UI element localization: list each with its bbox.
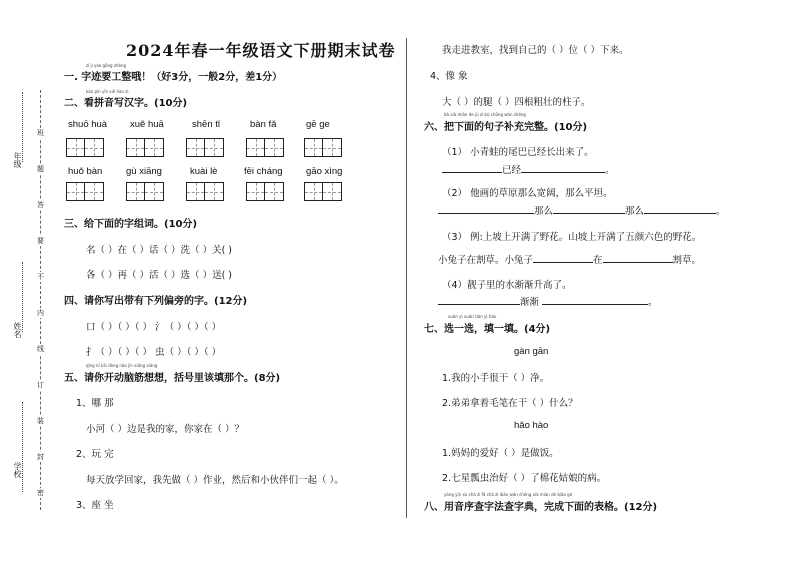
margin-char: 线 xyxy=(37,345,44,353)
margin-char: 不 xyxy=(37,273,44,281)
s5-q4: 4、像 象 xyxy=(430,71,468,82)
s2-pinyin: kàn pīn yīn xiě hàn zì xyxy=(86,89,129,94)
name-fill-line xyxy=(22,262,23,332)
section-6-heading: 六、把下面的句子补充完整。(10分) xyxy=(424,122,588,133)
tianzi-grid[interactable] xyxy=(126,138,164,157)
grade-label: 年级 xyxy=(13,152,22,168)
radical-row-2: 扌（ ）（ ）（ ） 虫（ ）（ ）（ ） xyxy=(86,347,222,358)
school-fill-line xyxy=(22,402,23,492)
s7-sentence-2: 2.弟弟拿着毛笔在干（ ）什么？ xyxy=(442,398,578,409)
s6-item-2: （2） 他画的草原那么宽阔，那么平坦。 xyxy=(442,188,613,199)
word-group-row-1: 名（ ）在（ ）话（ ）洗（ ）关( ) xyxy=(86,245,233,256)
s7-sentence-1: 1.我的小手很干（ ）净。 xyxy=(442,373,550,384)
s7-sentence-4: 2.七星瓢虫治好（ ）了棉花姑娘的病。 xyxy=(442,473,607,484)
s1-pinyin: zì jì yào gōng zhěng xyxy=(86,63,127,68)
s6-item-3-fill: 小兔子在割草。小兔子 在 割草。 xyxy=(438,255,702,266)
binding-dashed-line xyxy=(40,90,41,510)
section-2-heading: 二、看拼音写汉字。(10分) xyxy=(64,98,188,109)
s5-q1: 1、哪 那 xyxy=(76,398,114,409)
s7-pinyin: xuǎn yì xuǎn tián yì tián xyxy=(448,314,497,319)
margin-char: 题 xyxy=(37,165,44,173)
section-3-heading: 三、给下面的字组词。(10分) xyxy=(64,219,198,230)
margin-char: 班 xyxy=(37,129,44,137)
s6-item-3: （3） 例:上坡上开满了野花。山坡上开满了五颜六色的野花。 xyxy=(442,232,702,243)
column-divider xyxy=(406,38,407,518)
margin-char: 订 xyxy=(37,381,44,389)
section-5-heading: 五、请你开动脑筋想想，括号里该填那个。(8分) xyxy=(64,373,281,384)
section-1-heading: 一. 字迹要工整哦！（好3分，一般2分，差1分） xyxy=(64,72,283,83)
pinyin-word: bàn fǎ xyxy=(250,119,277,130)
s6-item-4: （4）靓子里的水渐渐升高了。 xyxy=(442,280,572,291)
name-label: 姓名 xyxy=(13,322,22,338)
pinyin-word: shuō huà xyxy=(68,119,108,130)
s7-sentence-3: 1.妈妈的爱好（ ）是做饭。 xyxy=(442,448,559,459)
pinyin-word: shēn tǐ xyxy=(192,119,220,130)
pinyin-word: gē ge xyxy=(306,119,330,130)
s6-pinyin: bǎ xià miàn de jù zi bǔ chōng wán zhěng xyxy=(444,112,526,117)
grade-fill-line xyxy=(22,92,23,162)
school-label: 学校 xyxy=(13,462,22,478)
exam-title: 2024年春一年级语文下册期末试卷 xyxy=(126,41,396,60)
pinyin-word: gù xiāng xyxy=(126,166,162,177)
pinyin-word: huǒ bàn xyxy=(68,166,103,177)
margin-char: 内 xyxy=(37,309,44,317)
s5-q2: 2、玩 完 xyxy=(76,449,114,460)
word-group-row-2: 各（ ）再（ ）活（ ）选（ ）送( ) xyxy=(86,270,233,281)
pinyin-word: kuài lè xyxy=(190,166,218,177)
s7-pinyin-pair-2: hǎo hào xyxy=(514,420,549,431)
margin-char: 要 xyxy=(37,237,44,245)
s5-pinyin: qǐng nǐ kāi dòng nǎo jīn xiǎng xiǎng xyxy=(86,363,158,368)
s6-item-1: （1） 小青蛙的尾巴已经长出来了。 xyxy=(442,147,594,158)
tianzi-grid[interactable] xyxy=(66,138,104,157)
section-8-heading: 八、用音序查字法查字典，完成下面的表格。(12分) xyxy=(424,502,658,513)
s5-q1-text: 小河（ ）边是我的家，你家在（ ）？ xyxy=(86,424,245,435)
tianzi-grid[interactable] xyxy=(186,182,224,201)
s5-q3: 3、座 坐 xyxy=(76,500,114,511)
tianzi-grid[interactable] xyxy=(246,182,284,201)
tianzi-grid[interactable] xyxy=(186,138,224,157)
s6-item-1-fill: 已经 。 xyxy=(442,162,615,176)
tianzi-grid[interactable] xyxy=(66,182,104,201)
s5-q4-text: 大（ ）的腿（ ）四根粗壮的柱子。 xyxy=(442,97,591,108)
margin-char: 密 xyxy=(37,489,44,497)
tianzi-grid[interactable] xyxy=(304,182,342,201)
pinyin-word: xuě huā xyxy=(130,119,164,130)
s5-q3-text: 我走进教室，找到自己的（ ）位（ ）下来。 xyxy=(442,45,629,56)
section-4-heading: 四、请你写出带有下列偏旁的字。(12分) xyxy=(64,296,248,307)
section-7-heading: 七、选一选，填一填。(4分) xyxy=(424,324,551,335)
tianzi-grid[interactable] xyxy=(246,138,284,157)
s8-pinyin: yòng yīn xù chá zì fǎ chá zì diǎn wán chéng xià miàn de biǎo gé xyxy=(444,492,573,497)
s6-item-2-fill: 那么 那么 。 xyxy=(438,203,726,217)
margin-char: 答 xyxy=(37,201,44,209)
margin-char: 封 xyxy=(37,453,44,461)
s6-item-4-fill: 渐渐 。 xyxy=(438,294,658,308)
tianzi-grid[interactable] xyxy=(126,182,164,201)
s7-pinyin-pair-1: gàn gān xyxy=(514,346,549,357)
pinyin-word: fēi cháng xyxy=(244,166,283,177)
radical-row-1: 口（ ）（ ）（ ） 氵（ ）（ ）（ ） xyxy=(86,322,222,333)
s5-q2-text: 每天放学回家，我先做（ ）作业，然后和小伙伴们一起（ ）。 xyxy=(86,475,344,486)
tianzi-grid[interactable] xyxy=(304,138,342,157)
pinyin-word: gāo xìng xyxy=(306,166,343,177)
margin-char: 装 xyxy=(37,417,44,425)
